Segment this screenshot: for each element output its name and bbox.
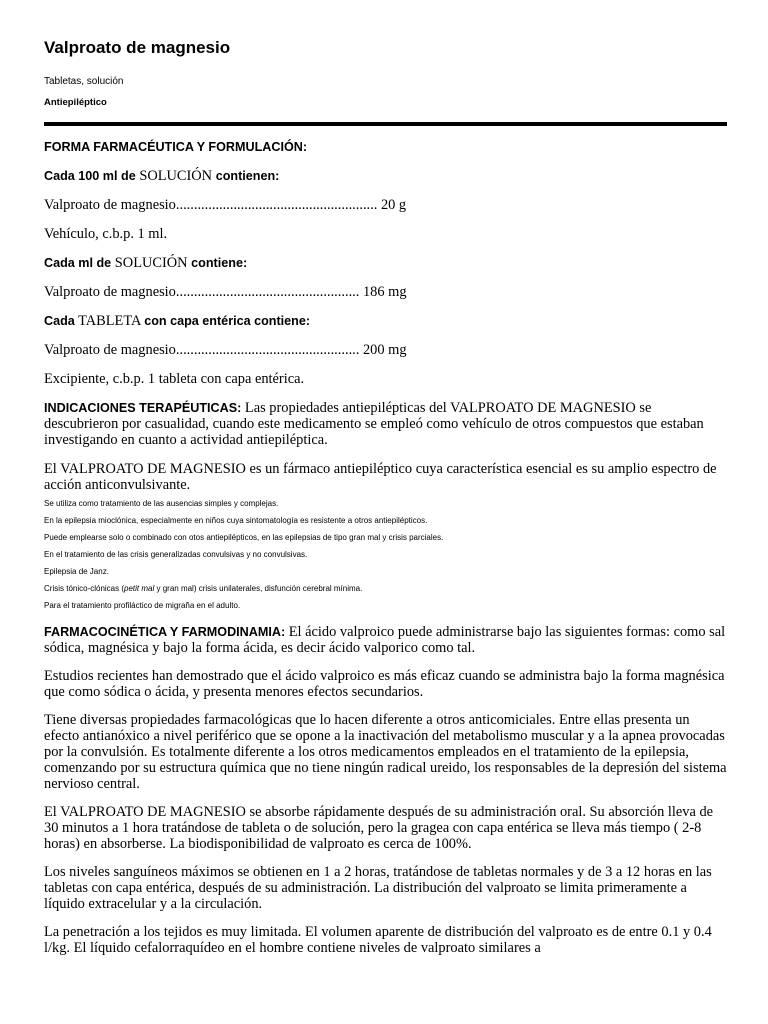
document-body xyxy=(44,139,728,956)
document-subtitle: Tabletas, solución xyxy=(44,76,124,87)
list-item: Para el tratamiento profiláctico de migraña en el adulto. xyxy=(44,601,241,610)
formulation-line: Cada TABLETA con capa entérica contiene: xyxy=(44,313,311,329)
paragraph: Los niveles sanguíneos máximos se obtienen en 1 a 2 horas, tratándose de tabletas normales y de 3 a 12 horas en las tabletas con capa entérica, después de su administración. La distribución del valproato se limita primeramente a líquido extracelular y a la circulación. xyxy=(44,864,712,912)
paragraph: Tiene diversas propiedades farmacológicas que lo hacen diferente a otros anticomiciales. Entre ellas presenta un efecto antianóxico a nivel periférico que se opone a la inactivación del metabolismo muscular y a la apnea provocadas por la convulsión. Es totalmente diferente a los otros medicamentos empleados en el tratamiento de la epilepsia, comenzando por su estructura química que no tiene ningún radical ureido, los responsables de la depresión del sistema nervioso central. xyxy=(44,712,727,792)
document-category: Antiepiléptico xyxy=(44,97,107,108)
header-divider xyxy=(44,122,727,126)
formulation-line: Valproato de magnesio........................................................ 20 g xyxy=(44,197,407,213)
list-item: Epilepsia de Janz. xyxy=(44,567,109,576)
formulation-line: Cada 100 ml de SOLUCIÓN contienen: xyxy=(44,168,280,184)
document-title: Valproato de magnesio xyxy=(44,38,231,57)
list-item: Crisis tónico-clónicas (petit mal y gran mal) crisis unilaterales, disfunción cerebral mínima. xyxy=(44,584,363,593)
farmaco-paragraph: FARMACOCINÉTICA Y FARMODINAMIA: El ácido valproico puede administrarse bajo las siguientes formas: como sal sódica, magnésica y bajo la forma ácida, es decir ácido valporico como tal. xyxy=(44,624,726,656)
formulation-line: Vehículo, c.b.p. 1 ml. xyxy=(44,226,168,242)
formulation-line: Excipiente, c.b.p. 1 tableta con capa entérica. xyxy=(44,371,305,387)
farmaco-heading: FARMACOCINÉTICA Y FARMODINAMIA: xyxy=(44,625,286,639)
indicaciones-heading: INDICACIONES TERAPÉUTICAS: xyxy=(44,401,242,415)
indicaciones-paragraph: INDICACIONES TERAPÉUTICAS: Las propiedades antiepilépticas del VALPROATO DE MAGNESIO se descubrieron por casualidad, cuando este medicamento se empleó como vehículo de otros compuestos que estaban investigando en cuanto a actividad antiepiléptica. xyxy=(44,400,704,448)
formulation-line: Valproato de magnesio................................................... 200 mg xyxy=(44,342,407,358)
formulation-line: Valproato de magnesio................................................... 186 mg xyxy=(44,284,407,300)
paragraph: El VALPROATO DE MAGNESIO se absorbe rápidamente después de su administración oral. Su absorción lleva de 30 minutos a 1 hora tratándose de tableta o de solución, pero la gragea con capa entérica se lleva más tiempo ( 2-8 horas) en absorberse. La biodisponibilidad de valproato es cerca de 100%. xyxy=(44,804,714,852)
list-item: En el tratamiento de las crisis generalizadas convulsivas y no convulsivas. xyxy=(44,550,308,559)
indications-list xyxy=(44,498,728,611)
paragraph: La penetración a los tejidos es muy limitada. El volumen aparente de distribución del valproato es de entre 0.1 y 0.4 l/kg. El líquido cefalorraquídeo en el hombre contiene niveles de valproato similares a xyxy=(44,924,712,956)
paragraph: El VALPROATO DE MAGNESIO es un fármaco antiepiléptico cuya característica esencial es su amplio espectro de acción anticonvulsivante. xyxy=(44,461,717,493)
formulation-heading: FORMA FARMACÉUTICA Y FORMULACIÓN: xyxy=(44,140,308,154)
list-item: Se utiliza como tratamiento de las ausencias simples y complejas. xyxy=(44,499,279,508)
paragraph: Estudios recientes han demostrado que el ácido valproico es más eficaz cuando se administra bajo la forma magnésica que como sódica o ácida, y presenta menores efectos secundarios. xyxy=(44,668,725,700)
formulation-line: Cada ml de SOLUCIÓN contiene: xyxy=(44,255,248,271)
list-item: Puede emplearse solo o combinado con otos antiepilépticos, en las epilepsias de tipo gran mal y crisis parciales. xyxy=(44,533,444,542)
list-item: En la epilepsia mioclónica, especialmente en niños cuya sintomatología es resistente a otros antiepilépticos. xyxy=(44,516,428,525)
